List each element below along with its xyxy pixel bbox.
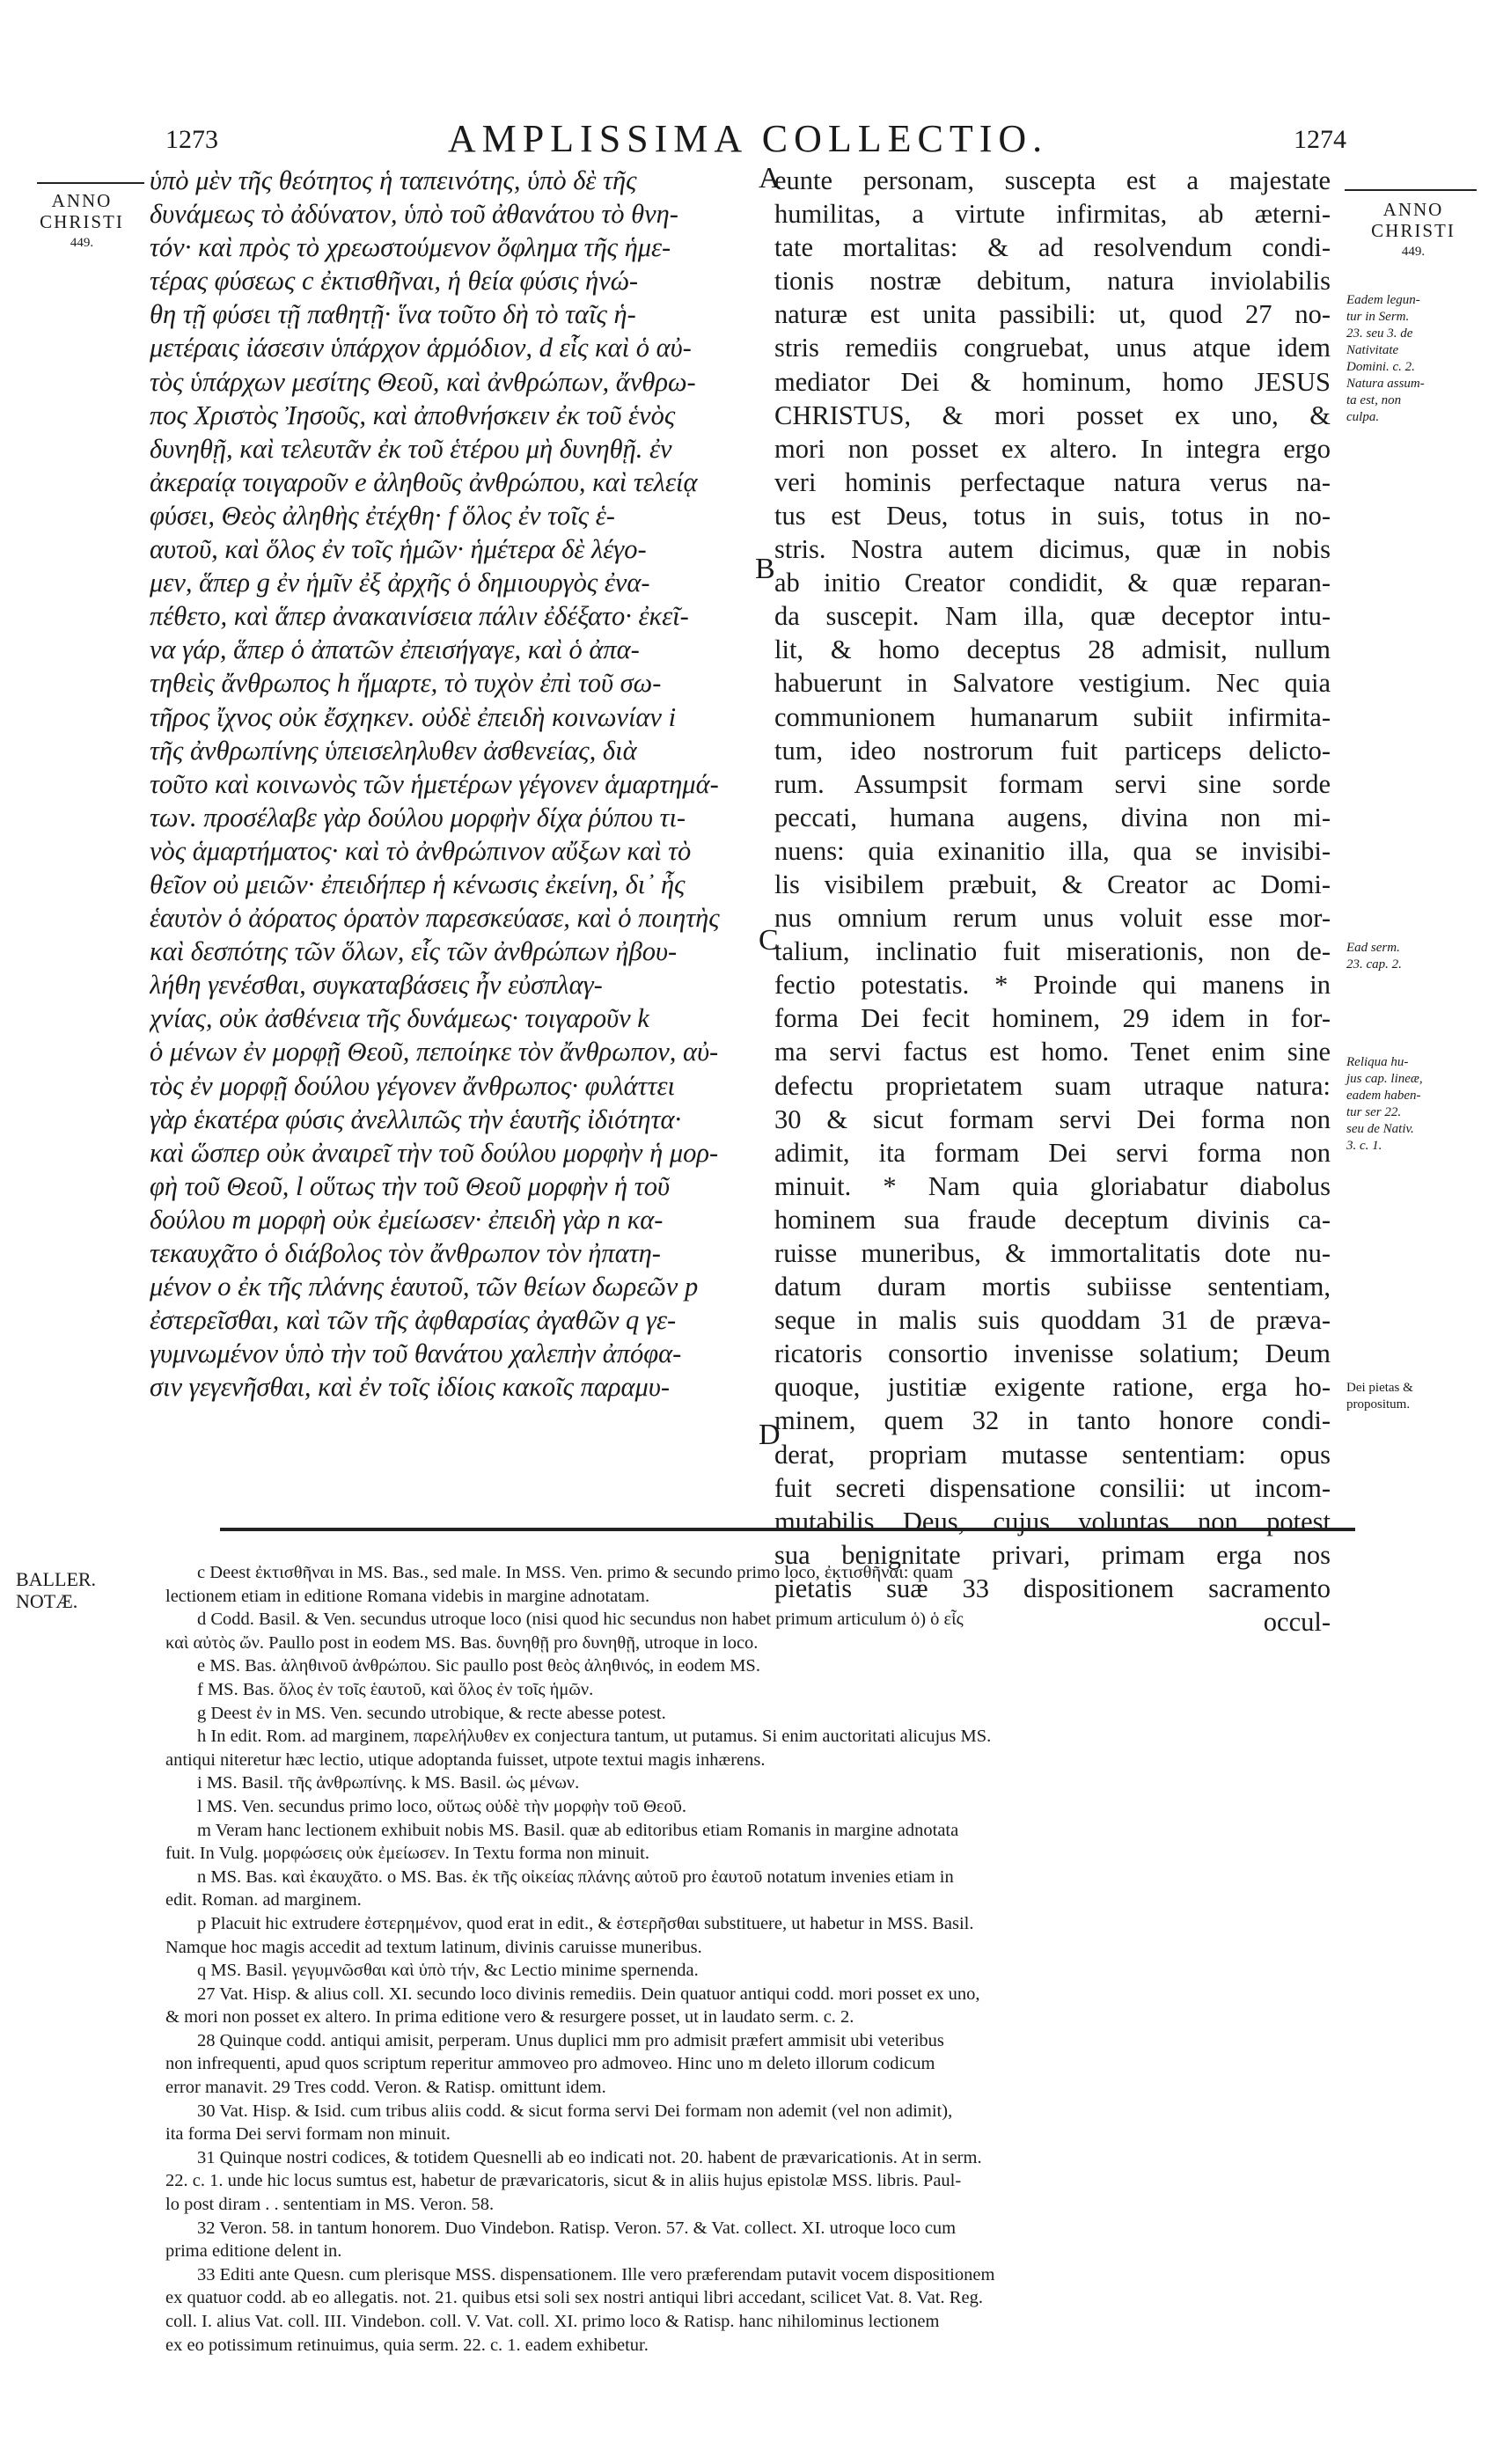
text-line: δυνάμεως τὸ ἀδύνατον, ὑπὸ τοῦ ἀθανάτου τὸ θνη- [150,199,678,230]
text-line: fuit secreti dispensatione consilii: ut incom- [774,1472,1331,1503]
text-line: φύσει, Θεὸς ἀληθὴς ἐτέχθη· f ὅλος ἐν τοῖς ἑ- [150,500,615,531]
text-line: τεκαυχᾶτο ὁ διάβολος τὸν ἄνθρωπον τὸν ἠπατη- [150,1238,661,1268]
text-line: τηθεὶς ἄνθρωπος h ἥμαρτε, τὸ τυχὸν ἐπὶ τοῦ σω- [150,668,662,699]
footnote-line: prima editione delent in. [165,2241,342,2262]
text-line: derat, propriam mutasse sententiam: opus [774,1439,1331,1470]
margin-year-left [16,190,148,253]
text-line: quoque, justitiæ exigente ratione, erga ho- [774,1372,1331,1403]
footnote-line: l MS. Ven. secundus primo loco, οὕτως οὐδὲ τὴν μορφὴν τοῦ Θεοῦ. [197,1796,687,1816]
text-line: πέθετο, καὶ ἅπερ ἀνακαινίσεια πάλιν ἐδέξατο· ἐκεῖ- [150,601,689,632]
text-line: των. προσέλαβε γὰρ δούλου μορφὴν δίχα ῥύπου τι- [150,802,686,832]
text-line: καὶ ὥσπερ οὐκ ἀναιρεῖ τὴν τοῦ δούλου μορφὴν ἡ μορ- [150,1137,719,1168]
text-line: τόν· καὶ πρὸς τὸ χρεωστούμενον ὄφλημα τῆς ἡμε- [150,232,671,263]
text-line: μετέραις ἰάσεσιν ὑπάρχον ἁρμόδιον, d εἷς καὶ ὁ αὐ- [150,333,692,363]
footnote-line: e MS. Bas. ἀληθινοῦ ἀνθρώπου. Sic paullo post θεὸς ἀληθινός, in eodem MS. [197,1656,760,1676]
margin-rule-left-top [37,182,144,184]
footnote-line: καὶ αὐτὸς ὤν. Paullo post in eodem MS. Bas. δυνηθῇ pro δυνηθῇ, utroque in loco. [165,1632,759,1653]
text-line: ἑαυτὸν ὁ ἀόρατος ὁρατὸν παρεσκεύασε, καὶ ὁ ποιητὴς [150,903,720,934]
footnote-line: i MS. Basil. τῆς ἀνθρωπίνης. k MS. Basil. ὡς μένων. [197,1773,580,1793]
text-line: χνίας, οὐκ ἀσθένεια τῆς δυνάμεως· τοιγαροῦν k [150,1003,649,1034]
text-line: habuerunt in Salvatore vestigium. Nec quia [774,668,1331,699]
text-line: rum. Assumpsit formam servi sine sorde [774,768,1331,799]
anno-label: ANNO [51,190,113,211]
footnote-line: lectionem etiam in editione Romana videbis in margine adnotatam. [165,1586,650,1606]
text-line: mutabilis Deus, cujus voluntas non potest [774,1506,1331,1536]
text-line: ὑπὸ μὲν τῆς θεότητος ἡ ταπεινότης, ὑπὸ δὲ τῆς [150,165,637,195]
text-line: adimit, ita formam Dei servi forma non [774,1137,1331,1168]
text-line: stris. Nostra autem dicimus, quæ in nobis [774,534,1331,565]
text-line: peccati, humana augens, divina non mi- [774,802,1331,832]
text-line: nuens: quia exinanitio illa, qua se invisibi- [774,835,1331,866]
text-line: καὶ δεσπότης τῶν ὅλων, εἷς τῶν ἀνθρώπων ἠβου- [150,936,678,967]
text-line: δούλου m μορφὴ οὐκ ἐμείωσεν· ἐπειδὴ γὰρ n κα- [150,1204,664,1235]
text-line: τῆς ἀνθρωπίνης ὑπεισεληλυθεν ἀσθενείας, διὰ [150,735,637,766]
text-line: να γάρ, ἅπερ ὁ ἀπατῶν ἐπεισήγαγε, καὶ ὁ ἀπα- [150,634,640,665]
footnote-line: fuit. In Vulg. μορφώσεις οὐκ ἐμείωσεν. In Textu forma non minuit. [165,1844,649,1864]
text-line: minem, quem 32 in tanto honore condi- [774,1405,1331,1436]
text-line: ἐστερεῖσθαι, καὶ τῶν τῆς ἀφθαρσίας ἀγαθῶν q γε- [150,1305,677,1336]
footnote-line: Namque hoc magis accedit ad textum latinum, divinis caruisse muneribus. [165,1937,702,1957]
footnote-line: lo post diram . . sententiam in MS. Veron. 58. [165,2195,495,2215]
text-line: datum duram mortis subiisse sententiam, [774,1272,1331,1302]
section-letter-b: B [755,553,775,585]
text-line: CHRISTUS, & mori posset ex uno, & [774,400,1331,430]
text-line: μένον o ἐκ τῆς πλάνης ἑαυτοῦ, τῶν θείων δωρεῶν p [150,1272,699,1302]
text-line: humilitas, a virtute infirmitas, ab æterni- [774,199,1331,230]
text-line: fectio potestatis. * Proinde qui manens in [774,970,1331,1001]
text-line: pietatis suæ 33 dispositionem sacramento [774,1573,1331,1603]
text-line: defectu proprietatem suam utraque natura: [774,1070,1331,1101]
text-line: ὁ μένων ἐν μορφῇ Θεοῦ, πεποίηκε τὸν ἄνθρωπον, αὐ- [150,1037,719,1067]
text-line: 30 & sicut formam servi Dei forma non [774,1104,1331,1134]
notes-label: BALLER. NOTÆ. [16,1568,97,1612]
text-line: da suscepit. Nam illa, quæ deceptor intu- [774,601,1331,632]
margin-year-right [1343,199,1484,262]
text-line: lis visibilem præbuit, & Creator ac Domi- [774,869,1331,899]
footnote-line: d Codd. Basil. & Ven. secundus utroque loco (nisi quod hic secundus non habet primum articulum ὁ) ὁ εἷς [197,1610,964,1630]
text-line: νὸς ἁμαρτήματος· καὶ τὸ ἀνθρώπινον αὔξων καὶ τὸ [150,835,692,866]
section-letter-d: D [759,1419,781,1451]
latin-text-column [774,164,1331,1639]
text-line: nus omnium rerum unus voluit esse mor- [774,903,1331,934]
year-label: 449. [1401,245,1426,259]
text-line: naturæ est unita passibili: ut, quod 27 no- [774,299,1331,330]
footnote-line: f MS. Bas. ὅλος ἐν τοῖς ἑαυτοῦ, καὶ ὅλος ἐν τοῖς ἡμῶν. [197,1679,594,1699]
margin-note-reliqua: Reliqua hu- jus cap. lineæ, eadem haben- tur ser 22. seu de Nativ. 3. c. 1. [1346,1055,1423,1153]
text-line: σιν γεγενῆσθαι, καὶ ἐν τοῖς ἰδίοις κακοῖς παραμυ- [150,1372,671,1403]
footnote-line: 30 Vat. Hisp. & Isid. cum tribus aliis codd. & sicut forma servi Dei formam non ademit (vel non adimit), [197,2101,953,2121]
footnote-line: 27 Vat. Hisp. & alius coll. XI. secundo loco divinis remediis. Dein quatuor antiqui codd. mori posset ex uno, [197,1984,980,2004]
text-line: ma servi factus est homo. Tenet enim sine [774,1037,1331,1067]
text-line: lit, & homo deceptus 28 admisit, nullum [774,634,1331,665]
text-line: talium, inclinatio fuit miserationis, non de- [774,936,1331,967]
text-line: πος Χριστὸς Ἰησοῦς, καὶ ἀποθνήσκειν ἐκ τοῦ ἑνὸς [150,400,676,430]
running-title: AMPLISSIMA COLLECTIO. [447,117,1049,160]
margin-rule-right-top [1345,189,1477,191]
footnote-line: 31 Quinque nostri codices, & totidem Quesnelli ab eo indicati not. 20. habent de prævaricationis. At in serm. [197,2147,982,2167]
text-line: τὸς ἐν μορφῇ δούλου γέγονεν ἄνθρωπος· φυλάττει [150,1070,675,1101]
footnote-line: h In edit. Rom. ad marginem, παρελήλυθεν ex conjectura tantum, ut putamus. Si enim auctoritati alicujus MS. [197,1727,992,1747]
footnote-line: non infrequenti, apud quos scriptum reperitur ammoveo pro admoveo. Hinc uno m deleto illorum codicum [165,2054,935,2074]
text-line: θη τῇ φύσει τῇ παθητῇ· ἵνα τοῦτο δὴ τὸ ταῖς ἡ- [150,299,636,330]
page-number-left: 1273 [165,125,218,154]
footnote-line: m Veram hanc lectionem exhibuit nobis MS. Basil. quæ ab editoribus etiam Romanis in margine adnotata [197,1820,959,1840]
text-line: θεῖον οὐ μειῶν· ἐπειδήπερ ἡ κένωσις ἐκείνη, δι᾽ ἧς [150,869,686,899]
footnote-line: q MS. Basil. γεγυμνῶσθαι καὶ ὑπὸ τήν, &c Lectio minime spernenda. [197,1961,699,1981]
text-line: occul- [1263,1607,1331,1638]
christi-label: CHRISTI [40,211,124,232]
text-line: ricatoris consortio invenisse solatium; Deum [774,1338,1331,1369]
text-line: tate mortalitas: & ad resolvendum condi- [774,232,1331,263]
text-line: δυνηθῇ, καὶ τελευτᾶν ἐκ τοῦ ἑτέρου μὴ δυνηθῇ. ἐν [150,433,672,464]
footnote-line: edit. Roman. ad marginem. [165,1890,362,1910]
anno-label: ANNO [1382,199,1444,220]
notes-divider [220,1528,1355,1531]
text-line: mediator Dei & hominum, homo JESUS [774,366,1331,397]
text-line: μεν, ἅπερ g ἐν ἡμῖν ἐξ ἀρχῆς ὁ δημιουργὸς ἐνα- [150,568,650,598]
text-line: hominem sua fraude deceptum divinis ca- [774,1204,1331,1235]
footnote-line: g Deest ἐν in MS. Ven. secundo utrobique, & recte abesse potest. [197,1703,666,1723]
footnote-line: 28 Quinque codd. antiqui amisit, perperam. Unus duplici mm pro admisit præfert ammisit ubi veteribus [197,2030,944,2050]
footnote-line: error manavit. 29 Tres codd. Veron. & Ratisp. omittunt idem. [165,2078,606,2098]
text-line: γὰρ ἑκατέρα φύσις ἀνελλιπῶς τὴν ἑαυτῆς ἰδιότητα· [150,1104,682,1134]
text-line: λήθη γενέσθαι, συγκαταβάσεις ἦν εὐσπλαγ- [150,970,603,1001]
text-line: tum, ideo nostrorum fuit particeps delicto- [774,735,1331,766]
year-label: 449. [70,236,94,250]
text-line: tionis nostræ debitum, natura inviolabilis [774,266,1331,297]
footnote-line: ex quatuor codd. ab eo allegatis. not. 21. quibus etsi soli sex nostri antiqui libri accedant, scilicet Vat. 8. Vat. Reg. [165,2288,983,2308]
text-line: τοῦτο καὶ κοινωνὸς τῶν ἡμετέρων γέγονεν ἁμαρτημά- [150,768,719,799]
text-line: ἀκεραίᾳ τοιγαροῦν e ἀληθοῦς ἀνθρώπου, καὶ τελείᾳ [150,466,698,497]
text-line: τῆρος ἴχνος οὐκ ἔσχηκεν. οὐδὲ ἐπειδὴ κοινωνίαν i [150,701,677,732]
text-line: forma Dei fecit hominem, 29 idem in for- [774,1003,1331,1034]
text-line: stris remediis congruebat, unus atque idem [774,333,1331,363]
text-line: τὸς ὑπάρχων μεσίτης Θεοῦ, καὶ ἀνθρώπων, ἄνθρω- [150,366,696,397]
footnote-line: ita forma Dei servi formam non minuit. [165,2124,451,2145]
text-line: mori non posset ex altero. In integra ergo [774,433,1331,464]
text-line: sua benignitate privari, primam erga nos [774,1539,1331,1570]
margin-note-ead-serm: Ead serm. 23. cap. 2. [1346,941,1402,972]
section-letter-a: A [759,162,781,194]
margin-note-eadem: Eadem legun- tur in Serm. 23. seu 3. de Nativitate Domini. c. 2. Natura assum- ta est, non culpa. [1346,293,1425,424]
text-line: ruisse muneribus, & immortalitatis dote nu- [774,1238,1331,1268]
text-line: αυτοῦ, καὶ ὅλος ἐν τοῖς ἡμῶν· ἡμέτερα δὲ λέγο- [150,534,647,565]
greek-text-column [150,164,759,1404]
page-number-right: 1274 [1294,125,1346,154]
footnote-line: & mori non posset ex altero. In prima editione vero & resurgere posset, ut in laudato serm. c. 2. [165,2007,854,2028]
footnote-line: n MS. Bas. καὶ ἐκαυχᾶτο. o MS. Bas. ἐκ τῆς οἰκείας πλάνης αὐτοῦ pro ἑαυτοῦ notatum invenies etiam in [197,1866,954,1887]
christi-label: CHRISTI [1371,220,1456,241]
text-line: seque in malis suis quoddam 31 de præva- [774,1305,1331,1336]
footnote-line: 22. c. 1. unde hic locus sumtus est, habetur de prævaricatoris, sicut & in aliis hujus epistolæ MSS. libris. Paul- [165,2171,962,2191]
footnote-line: antiqui niteretur hæc lectio, utique adoptanda fuisset, utpote textui magis inhærens. [165,1749,766,1770]
text-line: minuit. * Nam quia gloriabatur diabolus [774,1170,1331,1201]
footnote-line: ex eo potissimum retinuimus, quia serm. 22. c. 1. eadem exhibetur. [165,2335,649,2355]
margin-note-dei-pietas: Dei pietas & propositum. [1346,1381,1413,1412]
footnote-line: c Deest ἐκτισθῆναι in MS. Bas., sed male. In MSS. Ven. primo & secundo primo loco, ἐκτισθῆναι: quam [197,1563,954,1582]
footnote-line: coll. I. alius Vat. coll. III. Vindebon. coll. V. Vat. coll. XI. primo loco & Ratisp. hanc nihilominus lectionem [165,2312,940,2331]
footnotes-block [165,1561,1338,2357]
text-line: φὴ τοῦ Θεοῦ, l οὕτως τὴν τοῦ Θεοῦ μορφὴν ἡ τοῦ [150,1170,670,1201]
footnote-line: p Placuit hic extrudere ἐστερημένον, quod erat in edit., & ἐστερῆσθαι substituere, ut habetur in MSS. Basil. [197,1913,974,1933]
text-line: ab initio Creator condidit, & quæ reparan- [774,568,1331,598]
text-line: communionem humanarum subiit infirmita- [774,701,1331,732]
footnote-line: 32 Veron. 58. in tantum honorem. Duo Vindebon. Ratisp. Veron. 57. & Vat. collect. XI. utroque loco cum [197,2218,957,2238]
text-line: veri hominis perfectaque natura verus na- [774,466,1331,497]
section-letter-c: C [759,924,779,957]
text-line: tus est Deus, totus in suis, totus in no- [774,500,1331,531]
footnote-line: 33 Editi ante Quesn. cum plerisque MSS. dispensationem. Ille vero præferendam putavit vocem dispositionem [197,2264,995,2284]
text-line: eunte personam, suscepta est a majestate [774,165,1331,195]
text-line: γυμνωμένον ὑπὸ τὴν τοῦ θανάτου χαλεπὴν ἀπόφα- [150,1338,682,1369]
text-line: τέρας φύσεως c ἐκτισθῆναι, ἡ θεία φύσις ἡνώ- [150,266,639,297]
